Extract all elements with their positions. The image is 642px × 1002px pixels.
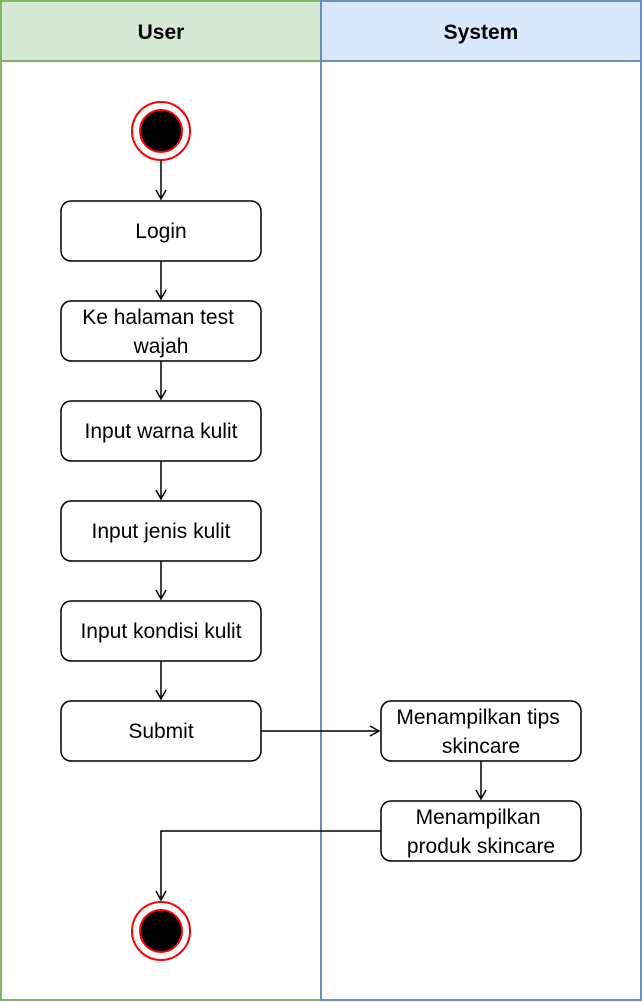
lane-user-title: User: [137, 21, 185, 44]
action-login-label: [135, 220, 186, 243]
action-tips-line-1: Menampilkan tips: [396, 706, 560, 729]
action-produk-line-2: produk skincare: [406, 835, 556, 858]
lane-system-title: System: [443, 21, 519, 44]
action-submit-label: [128, 720, 194, 743]
end-node-dot: [140, 910, 182, 952]
action-menampilkan-tips: [381, 701, 581, 761]
action-jenis-line-1: Input jenis kulit: [91, 520, 231, 543]
action-menampilkan-produk: [381, 801, 581, 861]
action-kondisi-label: [80, 620, 241, 643]
action-kondisi-line-1: Input kondisi kulit: [80, 620, 242, 643]
action-login: [61, 201, 261, 261]
action-halaman-line-2: wajah: [133, 335, 189, 358]
action-halaman-test-wajah: [61, 301, 261, 361]
action-input-kondisi-kulit: [61, 601, 261, 661]
action-submit-line-1: Submit: [128, 720, 194, 743]
action-warna-label: [85, 420, 238, 443]
action-tips-line-2: skincare: [441, 735, 521, 758]
action-halaman-line-1: Ke halaman test: [82, 306, 234, 329]
action-produk-line-1: Menampilkan: [415, 806, 541, 829]
action-input-warna-kulit: [61, 401, 261, 461]
action-input-jenis-kulit: [61, 501, 261, 561]
action-warna-line-1: Input warna kulit: [84, 420, 238, 443]
start-node: [132, 102, 190, 160]
action-jenis-label: [92, 520, 231, 543]
end-node: [132, 902, 190, 960]
start-node-dot: [140, 110, 182, 152]
action-login-line-1: Login: [135, 220, 187, 243]
action-submit: [61, 701, 261, 761]
